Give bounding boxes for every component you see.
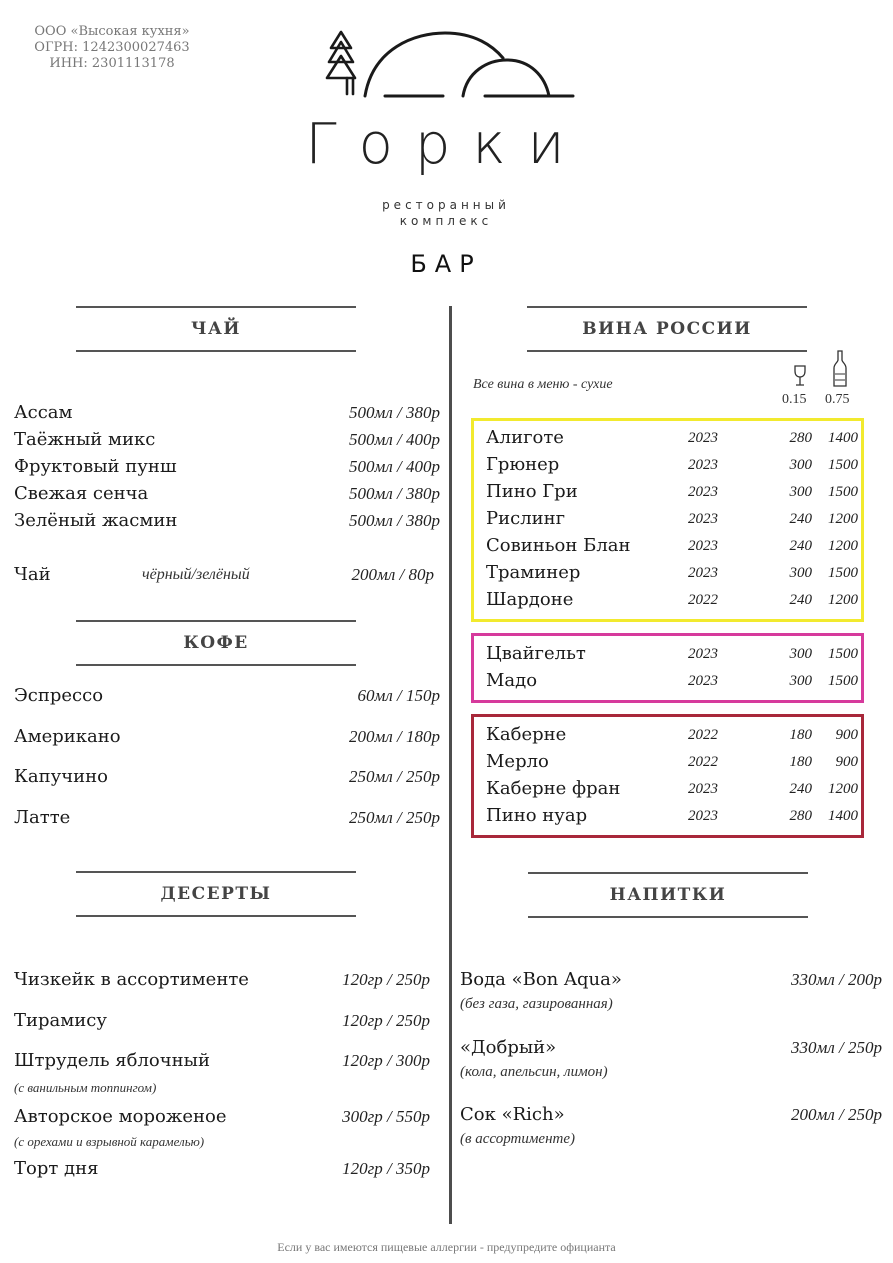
wine-glass-price: 300	[789, 565, 812, 581]
wine-name: Мадо	[486, 670, 538, 691]
menu-item-tea	[14, 456, 440, 482]
wine-year: 2022	[688, 727, 718, 743]
wine-row	[486, 454, 860, 480]
wine-row	[486, 562, 860, 588]
wine-row	[486, 481, 860, 507]
wine-name: Мерло	[486, 751, 549, 772]
wine-year: 2023	[688, 808, 718, 824]
menu-item-dessert	[14, 1010, 430, 1036]
item-price: 500мл / 380р	[349, 403, 440, 422]
menu-item-coffee	[14, 766, 440, 792]
wine-glass-price: 180	[789, 727, 812, 743]
wine-year: 2023	[688, 646, 718, 662]
item-price: 300гр / 550р	[342, 1107, 430, 1126]
wine-bottle-price: 1200	[828, 511, 858, 527]
item-note: (в ассортименте)	[460, 1131, 575, 1147]
item-name: Капучино	[14, 766, 108, 787]
item-price: 120гр / 300р	[342, 1051, 430, 1070]
menu-item-dessert	[14, 969, 430, 995]
item-name: Штрудель яблочный	[14, 1050, 210, 1071]
wine-row	[486, 778, 860, 804]
item-name: Торт дня	[14, 1158, 99, 1179]
wine-year: 2023	[688, 673, 718, 689]
item-price: 200мл / 80р	[351, 565, 434, 584]
wine-bottle-price: 1400	[828, 430, 858, 446]
logo-hills-icon	[325, 28, 575, 100]
item-price: 250мл / 250р	[349, 767, 440, 786]
wine-glass-price: 240	[789, 592, 812, 608]
wine-glass-price: 240	[789, 538, 812, 554]
brand-subtitle-1: ресторанный	[382, 198, 510, 212]
menu-item-coffee	[14, 726, 440, 752]
wine-row	[486, 751, 860, 777]
menu-item-tea	[14, 402, 440, 428]
item-name: «Добрый»	[460, 1037, 557, 1058]
menu-item-coffee	[14, 685, 440, 711]
menu-item-drink	[460, 969, 882, 995]
section-header-coffee: КОФЕ	[76, 620, 356, 666]
menu-item-drink	[460, 1104, 882, 1130]
item-name: Американо	[14, 726, 121, 747]
item-name: Вода «Bon Aqua»	[460, 969, 622, 990]
item-note: (без газа, газированная)	[460, 996, 613, 1012]
allergy-footer: Если у вас имеются пищевые аллергии - предупредите официанта	[277, 1240, 616, 1254]
item-price: 330мл / 250р	[791, 1038, 882, 1057]
wine-bottle-price: 1500	[828, 457, 858, 473]
wine-bottle-price: 1400	[828, 808, 858, 824]
wine-year: 2023	[688, 565, 718, 581]
item-price: 60мл / 150р	[357, 686, 440, 705]
item-price: 120гр / 250р	[342, 1011, 430, 1030]
brand-name: Горки	[305, 112, 587, 177]
menu-item-dessert	[14, 1158, 430, 1184]
volume-bottle: 0.75	[825, 392, 850, 407]
wine-row	[486, 643, 860, 669]
item-name: Ассам	[14, 402, 73, 423]
item-price: 200мл / 250р	[791, 1105, 882, 1124]
item-modifier: чёрный/зелёный	[142, 566, 250, 583]
item-note: (кола, апельсин, лимон)	[460, 1064, 608, 1080]
wine-glass-price: 300	[789, 646, 812, 662]
section-header-tea: ЧАЙ	[76, 306, 356, 352]
wine-glass-price: 280	[789, 808, 812, 824]
item-name: Авторское мороженое	[14, 1106, 227, 1127]
wine-row	[486, 589, 860, 615]
company-name: ООО «Высокая кухня»	[34, 24, 190, 39]
wine-row	[486, 805, 860, 831]
item-price: 330мл / 200р	[791, 970, 882, 989]
item-name: Латте	[14, 807, 71, 828]
wine-glass-price: 300	[789, 457, 812, 473]
wine-year: 2023	[688, 457, 718, 473]
wine-glass-price: 180	[789, 754, 812, 770]
company-info	[32, 24, 192, 72]
column-divider	[449, 306, 452, 1224]
menu-item-dessert	[14, 1050, 430, 1076]
wine-bottle-icon	[832, 350, 848, 388]
item-name: Сок «Rich»	[460, 1104, 565, 1125]
item-price: 200мл / 180р	[349, 727, 440, 746]
wine-year: 2023	[688, 781, 718, 797]
item-price: 500мл / 380р	[349, 511, 440, 530]
wine-bottle-price: 900	[835, 727, 858, 743]
wine-bottle-price: 1500	[828, 565, 858, 581]
item-name: Зелёный жасмин	[14, 510, 178, 531]
wine-year: 2023	[688, 511, 718, 527]
wine-glass-icon	[792, 364, 808, 388]
wine-glass-price: 280	[789, 430, 812, 446]
item-name: Чизкейк в ассортименте	[14, 969, 249, 990]
menu-item-coffee	[14, 807, 440, 833]
wine-name: Траминер	[486, 562, 581, 583]
wine-row	[486, 535, 860, 561]
section-header-desserts: ДЕСЕРТЫ	[76, 871, 356, 917]
wine-name: Цвайгельт	[486, 643, 586, 664]
wine-bottle-price: 1500	[828, 673, 858, 689]
wine-bottle-price: 1500	[828, 646, 858, 662]
item-price: 120гр / 350р	[342, 1159, 430, 1178]
wine-bottle-price: 1500	[828, 484, 858, 500]
item-name: Фруктовый пунш	[14, 456, 177, 477]
wine-row	[486, 508, 860, 534]
item-name: Таёжный микс	[14, 429, 156, 450]
wine-name: Каберне фран	[486, 778, 621, 799]
wine-year: 2023	[688, 430, 718, 446]
wine-glass-price: 240	[789, 781, 812, 797]
wine-name: Шардоне	[486, 589, 574, 610]
menu-item-tea	[14, 483, 440, 509]
menu-item-dessert	[14, 1106, 430, 1132]
wine-name: Алиготе	[486, 427, 564, 448]
wine-bottle-price: 900	[835, 754, 858, 770]
wine-row	[486, 427, 860, 453]
item-name: Эспрессо	[14, 685, 104, 706]
menu-item-drink	[460, 1037, 882, 1063]
section-header-drinks: НАПИТКИ	[528, 872, 808, 918]
item-price: 500мл / 380р	[349, 484, 440, 503]
wine-name: Каберне	[486, 724, 567, 745]
wine-name: Грюнер	[486, 454, 560, 475]
menu-item-tea	[14, 510, 440, 536]
item-name: Чай	[14, 564, 51, 585]
wine-glass-price: 240	[789, 511, 812, 527]
wine-glass-price: 300	[789, 484, 812, 500]
wine-row	[486, 724, 860, 750]
wine-glass-price: 300	[789, 673, 812, 689]
item-price: 500мл / 400р	[349, 457, 440, 476]
wine-bottle-price: 1200	[828, 538, 858, 554]
menu-item-tea	[14, 429, 440, 455]
wine-name: Рислинг	[486, 508, 566, 529]
wine-bottle-price: 1200	[828, 781, 858, 797]
item-name: Свежая сенча	[14, 483, 149, 504]
wine-year: 2022	[688, 592, 718, 608]
item-note: (с орехами и взрывной карамелью)	[14, 1134, 205, 1149]
menu-item-tea-basic	[14, 564, 440, 590]
company-inn: ИНН: 2301113178	[49, 56, 175, 71]
section-header-wines: ВИНА РОССИИ	[527, 306, 807, 352]
wines-note: Все вина в меню - сухие	[473, 377, 613, 392]
page-title: БАР	[410, 250, 482, 278]
wine-year: 2023	[688, 538, 718, 554]
item-price: 250мл / 250р	[349, 808, 440, 827]
wine-name: Совиньон Блан	[486, 535, 631, 556]
item-name: Тирамису	[14, 1010, 107, 1031]
company-ogrn: ОГРН: 1242300027463	[34, 40, 190, 55]
item-price: 500мл / 400р	[349, 430, 440, 449]
wine-row	[486, 670, 860, 696]
item-price: 120гр / 250р	[342, 970, 430, 989]
wine-year: 2023	[688, 484, 718, 500]
wine-name: Пино нуар	[486, 805, 588, 826]
wine-name: Пино Гри	[486, 481, 578, 502]
wine-year: 2022	[688, 754, 718, 770]
item-note: (с ванильным топпингом)	[14, 1080, 157, 1095]
volume-glass: 0.15	[782, 392, 807, 407]
brand-subtitle-2: комплекс	[399, 214, 493, 228]
wine-bottle-price: 1200	[828, 592, 858, 608]
